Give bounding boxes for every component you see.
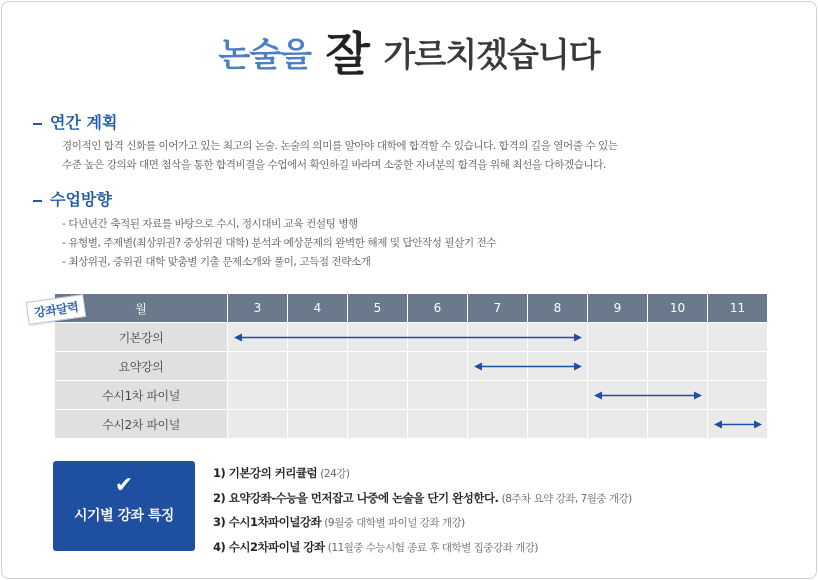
- list-item: [213, 511, 632, 536]
- feature-main: 2) 요약강좌-수능을 먼저잡고 나중에 논술을 단기 완성한다.: [213, 490, 499, 505]
- month-cell: 3: [228, 294, 288, 323]
- list-item: - 유형별, 주제별(최상위권? 중상위권 대학) 분석과 예상문제의 완벽한 해제 및 답안작성 필살기 전수: [62, 237, 497, 249]
- feature-main: 4) 수시2차파이널 강좌: [213, 539, 325, 554]
- list-item: - 최상위권, 중위권 대학 맞춤별 기출 문제소개와 풀이, 고득점 전략소개: [62, 256, 371, 268]
- list-item: [213, 487, 632, 512]
- feature-sub: (24강): [320, 468, 350, 480]
- list-item: - 다년년간 축적된 자료를 바탕으로 수시, 정시대비 교육 컨설팅 병행: [62, 218, 358, 230]
- month-cell: 9: [588, 294, 648, 323]
- dash-icon: [33, 123, 42, 125]
- schedule-table: [55, 294, 768, 439]
- check-icon: ✔: [114, 473, 134, 498]
- annual-plan-line: 수준 높은 강의와 대면 첨삭을 통한 합격비결을 수업에서 확인하길 바라며 소중한 자녀분의 합격을 위해 최선을 다하겠습니다.: [62, 159, 606, 171]
- month-header: 월: [55, 294, 228, 323]
- month-cell: 7: [468, 294, 528, 323]
- feature-box: [53, 461, 195, 551]
- feature-sub: (8주차 요약 강좌, 7월중 개강): [501, 492, 632, 505]
- feature-sub: (11월중 수능시험 종료 후 대학별 집중강좌 개강): [327, 541, 538, 554]
- month-cell: 11: [708, 294, 768, 323]
- annual-plan-text: [62, 137, 618, 175]
- schedule-arrows: [55, 294, 768, 439]
- duration-arrow: [594, 392, 702, 400]
- duration-arrow: [714, 421, 762, 429]
- duration-arrow: [474, 363, 582, 371]
- feature-box-title: 시기별 강좌 특징: [74, 508, 174, 524]
- month-cell: 4: [288, 294, 348, 323]
- title-part3: 가르치겠습니다: [383, 35, 600, 74]
- row-label: 수시1차 파이널: [55, 381, 228, 410]
- row-label: 수시2차 파이널: [55, 410, 228, 439]
- schedule-stamp: 강좌달력: [26, 294, 87, 325]
- annual-plan-heading-text: 연간 계획: [50, 113, 118, 132]
- class-direction-heading-text: 수업방향: [50, 190, 112, 209]
- month-cell: 8: [528, 294, 588, 323]
- month-cell: 5: [348, 294, 408, 323]
- title-part1: 논술을: [218, 35, 312, 74]
- duration-arrow: [234, 334, 582, 342]
- dash-icon: [33, 200, 42, 202]
- row-label: 요약강의: [55, 352, 228, 381]
- class-direction-list: [62, 215, 496, 272]
- annual-plan-line: 경이적인 합격 신화를 이어가고 있는 최고의 논술. 논술의 의미를 알아야 대학에 합격할 수 있습니다. 합격의 길을 열어줄 수 있는: [62, 140, 618, 152]
- feature-main: 3) 수시1차파이널강좌: [213, 515, 322, 529]
- month-cell: 6: [408, 294, 468, 323]
- list-item: [213, 536, 632, 561]
- page-title: [0, 18, 818, 84]
- feature-list: [213, 462, 632, 560]
- list-item: [213, 462, 632, 487]
- feature-main: 1) 기본강의 커리큘럼: [213, 466, 318, 480]
- row-label: 기본강의: [55, 323, 228, 352]
- class-direction-heading: [33, 187, 112, 210]
- month-cell: 10: [648, 294, 708, 323]
- feature-sub: (9월중 대학별 파이널 강좌 개강): [324, 517, 465, 529]
- annual-plan-heading: [33, 110, 117, 133]
- title-part2: 잘: [325, 27, 369, 81]
